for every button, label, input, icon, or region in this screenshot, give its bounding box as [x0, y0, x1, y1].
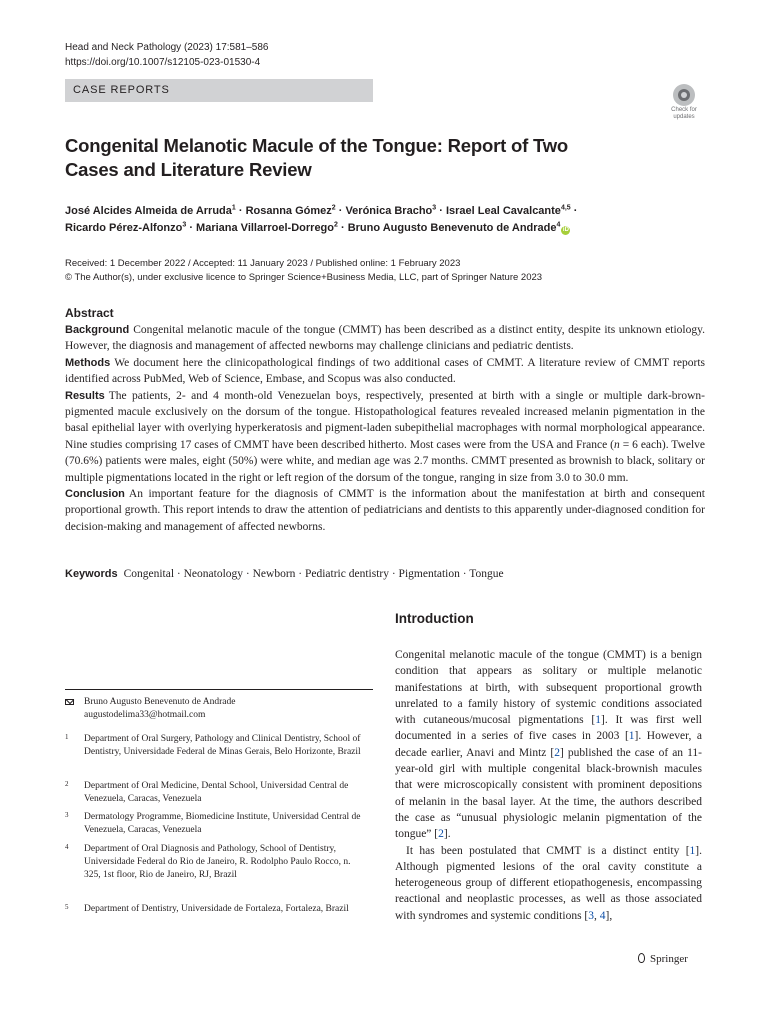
results-label: Results: [65, 389, 105, 402]
corresponding-author-name: Bruno Augusto Benevenuto de Andrade: [84, 697, 236, 707]
author-affiliation-ref: 3: [432, 204, 437, 212]
abstract-heading: Abstract: [65, 306, 114, 320]
affiliation-text: Department of Dentistry, Universidade de Fortaleza, Fortaleza, Brazil: [84, 904, 349, 914]
affiliation-number: 4: [65, 843, 69, 851]
journal-header: [65, 40, 268, 70]
copyright-notice: © The Author(s), under exclusive licence to Springer Science+Business Media, LLC, part of Springer Nature 2023: [65, 272, 543, 283]
author-affiliation-ref: 2: [331, 204, 336, 212]
affiliation: [65, 811, 365, 837]
author-name[interactable]: Mariana Villarroel-Dorrego: [196, 222, 334, 234]
affiliation-number: 3: [65, 811, 69, 819]
footnote-divider: [65, 689, 373, 690]
citation-link[interactable]: 1: [689, 844, 696, 857]
author-affiliation-ref: 4,5: [560, 204, 571, 212]
keywords-label: Keywords: [65, 568, 118, 580]
publication-dates: [65, 257, 705, 285]
citation-link[interactable]: 4: [599, 909, 606, 922]
check-for-updates-icon: [673, 84, 695, 106]
orcid-icon[interactable]: iD: [562, 227, 569, 233]
abstract-methods: Methods We document here the clinicopathological findings of two additional cases of CMMT. A literature review of CMMT reports identified across PubMed, Web of Science, Embase, and Scopus was also conducted.: [65, 356, 705, 386]
author-name[interactable]: Ricardo Pérez-Alfonzo: [65, 222, 183, 234]
affiliation-number: 2: [65, 780, 69, 788]
introduction-body: [395, 647, 702, 924]
intro-paragraph: It has been postulated that CMMT is a distinct entity [1]. Although pigmented lesions of the oral cavity constitute a heterogeneous group of different etiopathogenesis, encompassing reactional and neoplastic processes, as well as those associated with syndromes and systemic conditions [3, 4],: [395, 844, 702, 922]
author-affiliation-ref: 4: [556, 221, 561, 229]
affiliation-text: Dermatology Programme, Biomedicine Institute, Universidad Central de Venezuela, Caracas, Venezuela: [84, 812, 361, 835]
author-name[interactable]: Israel Leal Cavalcante: [445, 205, 561, 217]
publisher-name: Springer: [650, 953, 688, 965]
author-name[interactable]: Bruno Augusto Benevenuto de Andrade: [347, 222, 557, 234]
affiliation: [65, 903, 365, 916]
keywords-list: Congenital · Neonatology · Newborn · Pediatric dentistry · Pigmentation · Tongue: [123, 568, 504, 580]
abstract-results: Results The patients, 2- and 4 month-old Venezuelan boys, respectively, presented at birth with a single or multiple dark-brown-pigmented macule exclusively on the dorsum of the tongue. Histopathological features revealed increased melanin pigmentation in the basal epithelial layer with overlying hyperkeratosis and pigment-laden subepithelial macrophages with normal morphological appearance. Nine studies comprising 17 cases of CMMT have been described hitherto. Most cases were from the USA and France (n = 6 each). Twelve (70.6%) patients were males, eight (50%) were white, and median age was 2.7 months. CMMT presented as brownish to black, solitary or multiple pigmentations located in the right or left region of the dorsum of the tongue, ranging in size from 3.0 to 30.0 mm.: [65, 389, 705, 484]
abstract-conclusion: Conclusion An important feature for the diagnosis of CMMT is the information about the manifestation at birth and consequent proportional growth. This report intends to draw the attention of pediatricians and dentists to this apparently under-diagnosed condition for decision-making and management of affected newborns.: [65, 488, 705, 533]
conclusion-label: Conclusion: [65, 488, 125, 501]
citation-link[interactable]: 1: [628, 730, 635, 743]
history-dates: Received: 1 December 2022 / Accepted: 11 January 2023 / Published online: 1 February 2023: [65, 258, 461, 269]
background-label: Background: [65, 324, 130, 336]
citation-link[interactable]: 3: [588, 909, 594, 922]
affiliation: [65, 843, 365, 882]
author-affiliation-ref: 1: [231, 204, 236, 212]
affiliation-number: 1: [65, 733, 69, 741]
author-name[interactable]: José Alcides Almeida de Arruda: [65, 205, 232, 217]
journal-citation: Head and Neck Pathology (2023) 17:581–586: [65, 42, 269, 53]
corresponding-author-email[interactable]: augustodelima33@hotmail.com: [84, 710, 206, 720]
springer-horse-icon: [637, 953, 646, 964]
author-list: José Alcides Almeida de Arruda$^1$ · Rosanna Gómez$^2$ · Verónica Bracho$^3$ · Israel Leal Cavalcante$^{4,5}$ · Ricardo Pérez-Alfonzo$^3$ · Mariana Villarroel-Dorrego$^2$ · Bruno Augusto Benevenuto de Andrade$^4$iD: [65, 204, 578, 234]
methods-label: Methods: [65, 356, 111, 369]
publisher-logo: [637, 951, 688, 967]
author-affiliation-ref: 2: [334, 221, 338, 229]
affiliation-text: Department of Oral Surgery, Pathology and Clinical Dentistry, School of Dentistry, Universidade Federal de Minas Gerais, Belo Horizonte, Brazil: [84, 734, 361, 757]
abstract-body: [65, 322, 705, 535]
intro-paragraph: Congenital melanotic macule of the tongue (CMMT) is a benign condition that appears as solitary or multiple melanotic manifestations at birth, with subsequent proportional growth unrelated to a family history of systemic conditions associated with cutaneous/mucosal pigmentations [1]. It was first well documented in a series of five cases in 2003 [1]. However, a decade earlier, Anavi and Mintz [2] published the case of an 11-year-old girl with multiple congenital black-brownish macules that were microscopically consistent with prominent depositions of melanin in the basal layer. At the time, the authors described the case as “unusual physiologic melanin pigmentation of the tongue” [2].: [395, 649, 702, 841]
affiliation-text: Department of Oral Medicine, Dental School, Universidad Central de Venezuela, Caracas, Venezuela: [84, 781, 349, 804]
check-for-updates-text: Check for updates: [671, 107, 697, 120]
citation-link[interactable]: 2: [438, 828, 444, 841]
corresponding-author: [65, 696, 365, 722]
introduction-heading: Introduction: [395, 611, 474, 626]
affiliation-number: 5: [65, 903, 69, 911]
author-name[interactable]: Verónica Bracho: [345, 205, 433, 217]
section-label: CASE REPORTS: [65, 79, 373, 102]
affiliation: [65, 780, 365, 806]
author-name[interactable]: Rosanna Gómez: [245, 205, 332, 217]
author-affiliation-ref: 3: [182, 221, 187, 229]
citation-link[interactable]: 2: [554, 746, 561, 759]
affiliation: [65, 733, 365, 759]
check-for-updates-badge[interactable]: [664, 84, 704, 124]
abstract-background: Background Congenital melanotic macule of the tongue (CMMT) has been described as a distinct entity, despite its unknown etiology. However, the diagnosis and management of affected newborns may challenge clinicians and pediatric dentists.: [65, 324, 705, 353]
doi-link[interactable]: https://doi.org/10.1007/s12105-023-01530-4: [65, 57, 261, 68]
article-title: Congenital Melanotic Macule of the Tongue: Report of Two Cases and Literature Review: [65, 135, 569, 180]
affiliation-text: Department of Oral Diagnosis and Pathology, School of Dentistry, Universidade Federal do Rio de Janeiro, R. Rodolpho Paulo Rocco, n. 325, 1st floor, Rio de Janeiro, RJ, Brazil: [84, 844, 351, 880]
envelope-icon: [65, 699, 74, 705]
keywords: [65, 566, 705, 582]
citation-link[interactable]: 1: [595, 714, 601, 727]
